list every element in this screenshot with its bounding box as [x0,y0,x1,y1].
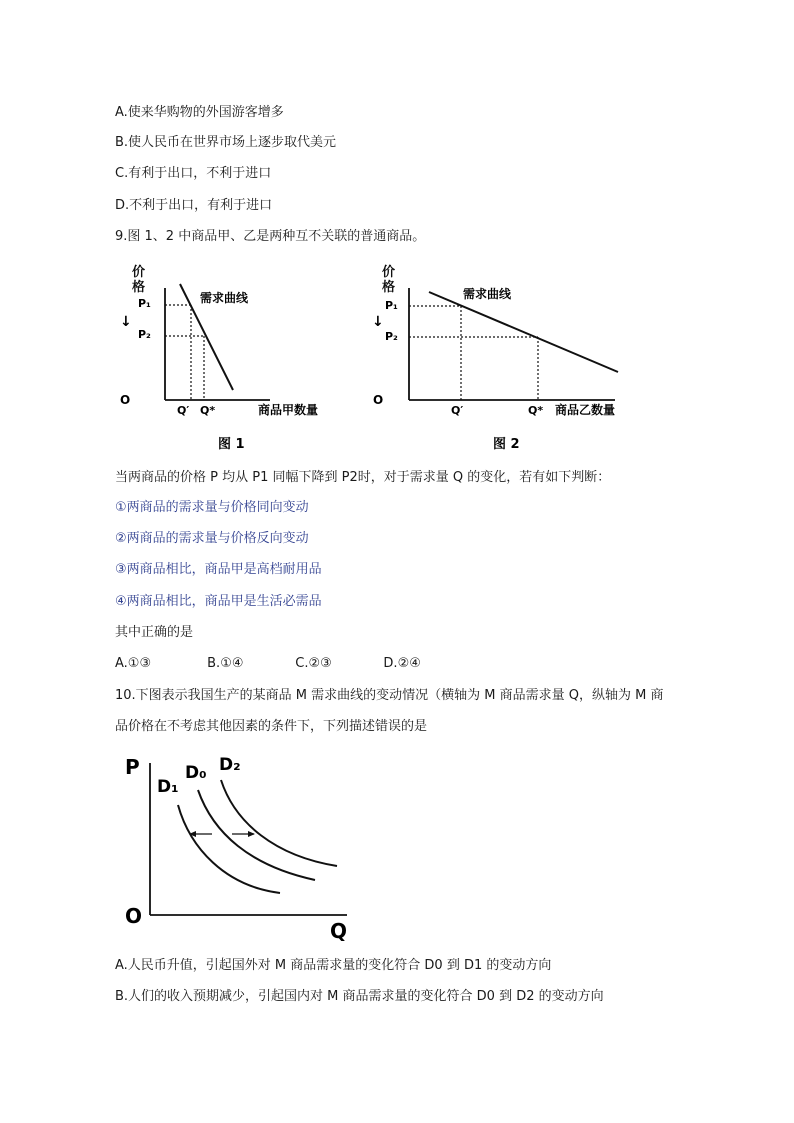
q9-option-a: A.①③ [115,656,152,671]
q9-judgment-2: ②两商品的需求量与价格反向变动 [115,531,309,546]
q8-option-c: C.有利于出口，不利于进口 [115,166,272,181]
q10-option-a: A.人民币升值，引起国外对 M 商品需求量的变化符合 D0 到 D1 的变动方向 [115,958,552,973]
q10-curve-d1 [178,805,280,893]
fig2-q-star-label: Q* [528,404,544,417]
fig2-curve-label: 需求曲线 [463,287,512,301]
q10-option-b: B.人们的收入预期减少，引起国内对 M 商品需求量的变化符合 D0 到 D2 的变动方向 [115,989,604,1004]
fig1-y-axis-char-1: 价 [132,265,146,280]
fig2-down-arrow: ↓ [372,314,384,330]
q10-q-label: Q [330,919,348,943]
fig1-down-arrow: ↓ [120,314,132,330]
q10-shift-right-arrowhead [248,831,255,837]
q9-judgment-1: ①两商品的需求量与价格同向变动 [115,500,309,515]
q10-p-label: P [125,755,140,779]
q9-judgment-4: ④两商品相比，商品甲是生活必需品 [115,594,322,609]
fig1-x-axis-label: 商品甲数量 [258,403,319,417]
fig1-p1-label: P₁ [138,297,151,310]
q9-judgment-3: ③两商品相比，商品甲是高档耐用品 [115,562,322,577]
q10-stem-line-2: 品价格在不考虑其他因素的条件下，下列描述错误的是 [115,719,428,734]
fig1-curve-label: 需求曲线 [200,291,249,305]
q10-curve-d2 [221,780,337,866]
q9-stem: 9.图 1、2 中商品甲、乙是两种互不关联的普通商品。 [115,229,426,244]
q10-figure [115,748,365,948]
q9-option-b: B.①④ [207,656,244,671]
fig2-demand-curve [429,292,618,372]
fig2-y-axis-char-1: 价 [382,265,396,280]
q9-figure-2 [372,262,665,457]
q9-options [115,655,421,673]
fig1-q-star-label: Q* [200,404,216,417]
q10-d0-label: D₀ [185,763,207,783]
fig2-p1-label: P₁ [385,299,398,312]
q9-option-c: C.②③ [295,656,332,671]
q10-origin: O [125,904,143,928]
fig1-origin: O [120,393,131,407]
fig2-q-prime-label: Q′ [451,404,464,417]
fig2-origin: O [373,393,384,407]
q10-d2-label: D₂ [219,755,241,775]
fig2-y-axis-char-2: 格 [382,280,396,295]
q10-shift-left-arrowhead [189,831,196,837]
fig2-caption: 图 2 [493,437,520,452]
q10-d1-label: D₁ [157,777,179,797]
q8-option-a: A.使来华购物的外国游客增多 [115,105,284,120]
q10-stem-line-1: 10.下图表示我国生产的某商品 M 需求曲线的变动情况（横轴为 M 商品需求量 Q，纵轴为 M 商 [115,688,664,703]
fig1-y-axis-char-2: 格 [132,280,146,295]
q9-prompt: 其中正确的是 [115,625,194,640]
fig2-p2-label: P₂ [385,330,398,343]
q9-figure-1 [120,262,360,457]
q8-option-b: B.使人民币在世界市场上逐步取代美元 [115,135,337,150]
fig1-caption: 图 1 [218,437,245,452]
q8-option-d: D.不利于出口，有利于进口 [115,198,273,213]
fig1-p2-label: P₂ [138,328,151,341]
q9-option-d: D.②④ [383,656,421,671]
q9-scenario: 当两商品的价格 P 均从 P1 同幅下降到 P2时，对于需求量 Q 的变化，若有如下判断： [115,470,611,485]
fig1-q-prime-label: Q′ [177,404,190,417]
fig2-x-axis-label: 商品乙数量 [555,403,616,417]
q10-curve-d0 [198,790,315,880]
